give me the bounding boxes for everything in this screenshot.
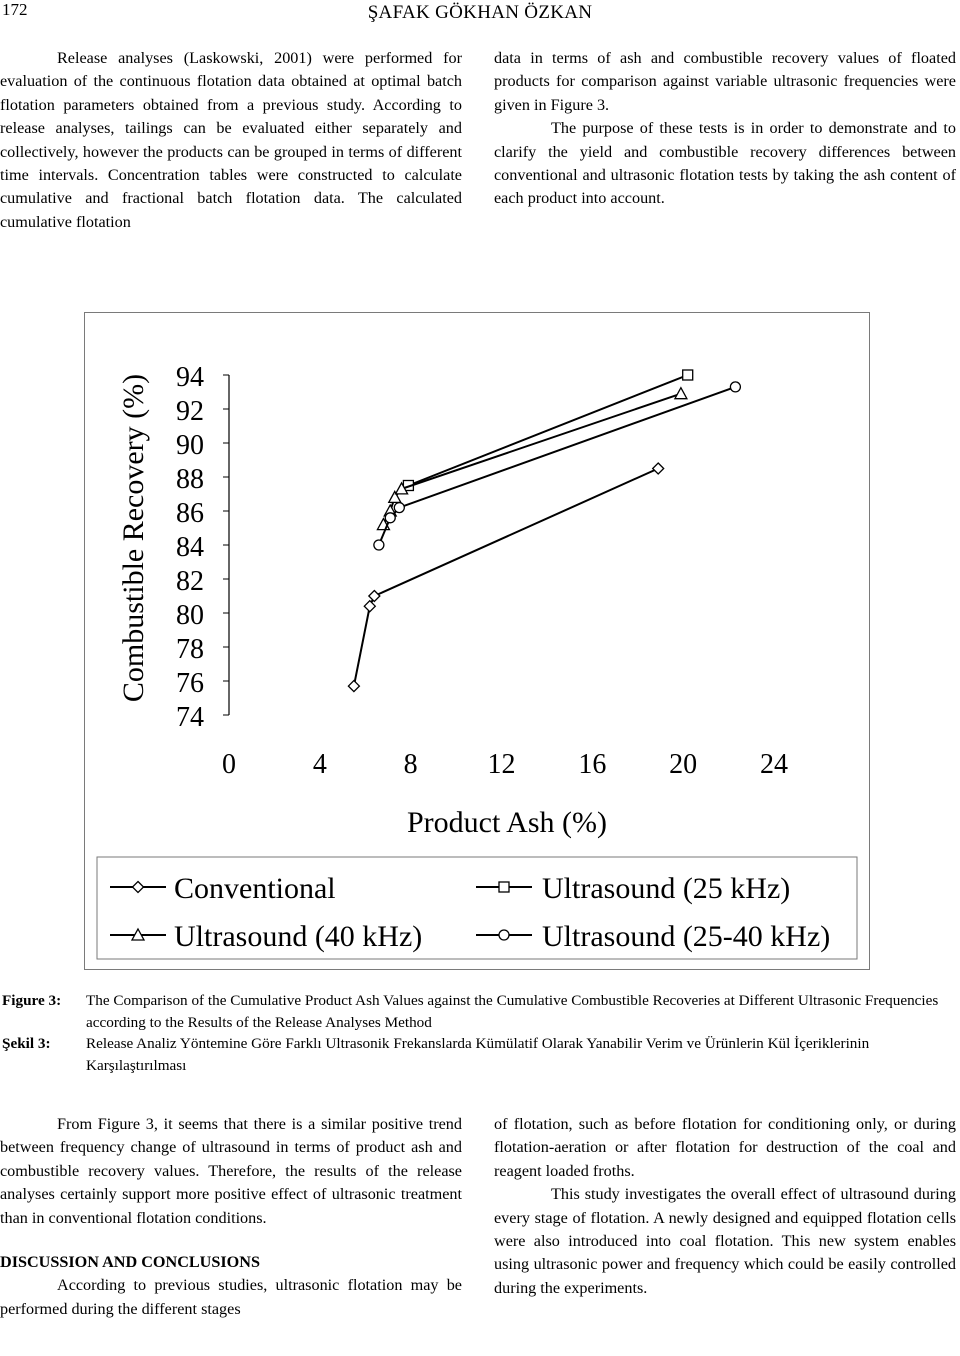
paragraph: data in terms of ash and combustible recovery values of floated products for comparison against variable ultrasonic frequencies were given in Figure 3.: [494, 49, 956, 114]
y-axis-title: Combustible Recovery (%): [117, 373, 150, 703]
y-tick-label: 86: [176, 498, 204, 529]
legend-label: Conventional: [174, 872, 336, 905]
sekil-label: Şekil 3:: [2, 1035, 51, 1052]
x-tick-label: 4: [312, 749, 327, 780]
circle-marker: [499, 930, 509, 940]
y-tick-label: 78: [176, 634, 204, 665]
section-heading: DISCUSSION AND CONCLUSIONS: [0, 1253, 260, 1272]
legend-item: [110, 920, 422, 953]
legend-item: [476, 920, 830, 953]
diamond-marker: [369, 591, 380, 602]
figure-label: Figure 3:: [2, 992, 62, 1009]
paragraph: From Figure 3, it seems that there is a similar positive trend between frequency change of ultrasound in terms of product ash and combustible recovery values. Therefore, the results of the release analyses certainly support more positive effect of ultrasonic treatment than in conventional flotation conditions.: [0, 1115, 462, 1227]
triangle-marker: [675, 388, 687, 399]
diamond-marker: [653, 463, 664, 474]
legend-item: [110, 872, 336, 905]
legend: [97, 857, 857, 959]
diamond-marker: [364, 601, 375, 612]
figure-caption: [0, 990, 960, 1076]
y-tick-label: 76: [176, 668, 204, 699]
figure-caption-text: The Comparison of the Cumulative Product Ash Values against the Cumulative Combustible Recoveries at Different Ultrasonic Frequencies according to the Results of the Release Analyses Method: [86, 992, 939, 1031]
circle-marker: [374, 540, 384, 550]
y-tick-label: 92: [176, 396, 204, 427]
paragraph: The purpose of these tests is in order to demonstrate and to clarify the yield and combustible recovery differences between conventional and ultrasonic flotation tests by taking the ash content of each product into account.: [494, 119, 956, 208]
y-tick-label: 84: [176, 532, 204, 563]
paragraph: of flotation, such as before flotation for conditioning only, or during flotation-aeration or after flotation for destruction of the coal and reagent loaded froths.: [494, 1115, 956, 1180]
sekil-caption-text: Release Analiz Yöntemine Göre Farklı Ultrasonik Frekanslarda Kümülatif Olarak Yanabilir Verim ve Ürünlerin Kül İçeriklerinin Karşılaştırılması: [86, 1035, 870, 1074]
x-tick-label: 16: [578, 749, 607, 780]
page-number: 172: [2, 0, 28, 19]
y-tick-label: 74: [176, 702, 204, 733]
x-tick-label: 24: [760, 749, 788, 780]
diamond-marker: [348, 681, 359, 692]
legend-label: Ultrasound (40 kHz): [174, 920, 423, 953]
circle-marker: [385, 513, 395, 523]
y-tick-label: 82: [176, 566, 204, 597]
column-bottom-right: [494, 1113, 956, 1300]
legend-label: Ultrasound (25-40 kHz): [542, 920, 831, 953]
paragraph: According to previous studies, ultrasonic flotation may be performed during the different stages: [0, 1276, 462, 1318]
square-marker: [683, 370, 693, 380]
square-marker: [499, 882, 509, 892]
x-tick-label: 8: [403, 749, 418, 780]
circle-marker: [394, 503, 404, 513]
series-ultrasound-40-khz: [377, 388, 686, 530]
axes: [117, 362, 788, 839]
x-tick-label: 12: [487, 749, 516, 780]
y-tick-label: 94: [176, 362, 204, 393]
y-tick-label: 88: [176, 464, 204, 495]
x-axis-title: Product Ash (%): [407, 806, 607, 839]
series-line: [408, 375, 687, 486]
x-tick-label: 0: [222, 749, 236, 780]
x-tick-label: 20: [669, 749, 698, 780]
series-layer: [348, 370, 740, 692]
running-head: ŞAFAK GÖKHAN ÖZKAN: [367, 2, 593, 23]
series-line: [379, 387, 736, 545]
diamond-marker: [133, 882, 144, 893]
y-tick-label: 80: [176, 600, 204, 631]
y-tick-label: 90: [176, 430, 204, 461]
series-ultrasound-25-40-khz: [374, 382, 741, 550]
column-bottom-left: [0, 1113, 462, 1321]
circle-marker: [730, 382, 740, 392]
paragraph: This study investigates the overall effect of ultrasound during every stage of flotation. A newly designed and equipped flotation cells were also introduced into coal flotation. This new system enables using ultrasonic power and frequency which could be easily controlled during the experiments.: [494, 1185, 956, 1297]
legend-item: [476, 872, 790, 905]
legend-label: Ultrasound (25 kHz): [542, 872, 791, 905]
paragraph: Release analyses (Laskowski, 2001) were performed for evaluation of the continuous flotation data obtained at optimal batch flotation parameters obtained from a previous study. According to release analyses, tailings can be evaluated either separately and collectively, however the products can be grouped in terms of different time intervals. Concentration tables were constructed to calculate cumulative and fractional batch flotation data. The calculated cumulative flotation: [0, 49, 462, 231]
